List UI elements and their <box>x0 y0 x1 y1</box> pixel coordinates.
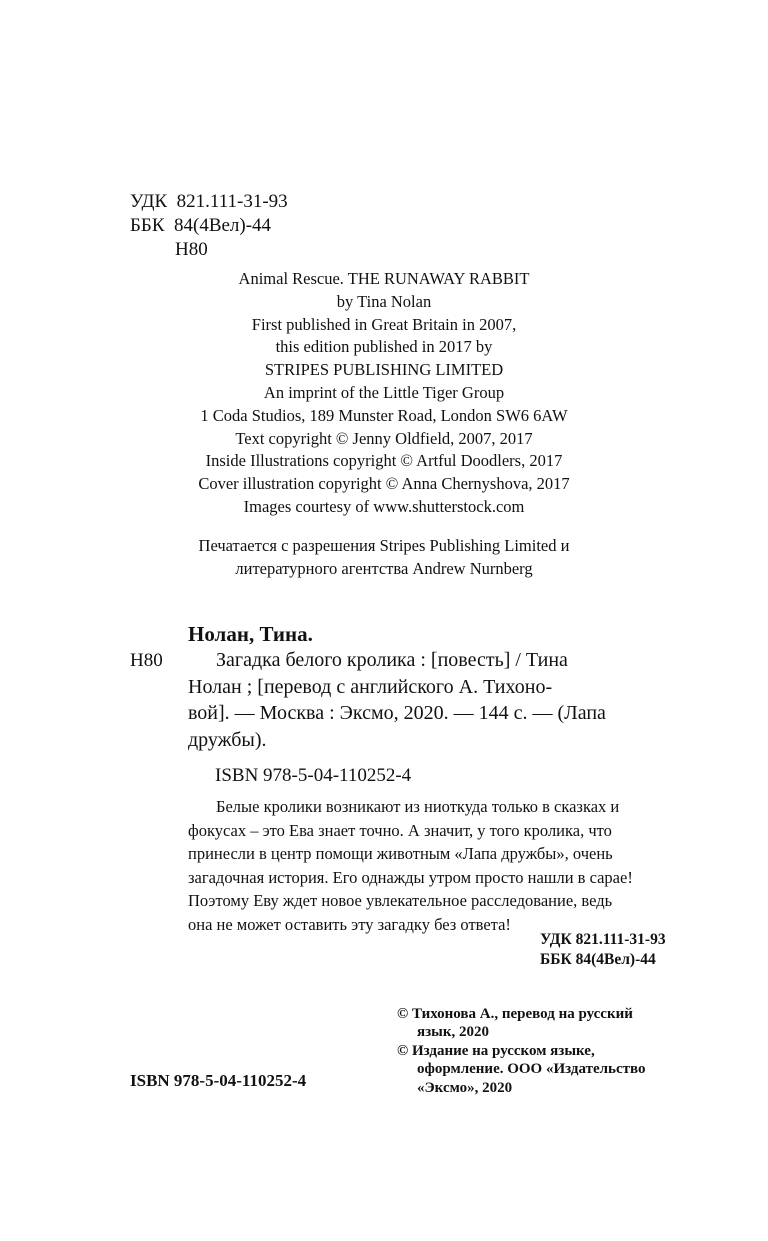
bbk-code-bold: ББК 84(4Вел)-44 <box>540 951 656 968</box>
isbn-bottom: ISBN 978-5-04-110252-4 <box>130 1071 307 1090</box>
catalog-line <box>188 647 685 674</box>
catalog-line: Нолан ; [перевод с английского А. Тихоно- <box>188 675 553 698</box>
catalog-line: вой]. — Москва : Эксмо, 2020. — 144 с. — (Лапа <box>188 702 606 724</box>
udk-code: УДК 821.111-31-93 <box>130 191 288 212</box>
annotation-line: загадочная история. Его однажды утром просто нашли в сарае! <box>188 867 633 887</box>
copyright-line: © Издание на русском языке, <box>397 1042 595 1059</box>
annotation-line: Поэтому Еву ждет новое увлекательное расследование, ведь <box>188 891 613 910</box>
classification-codes <box>540 930 666 970</box>
copyright-line: язык, 2020 <box>417 1024 489 1041</box>
catalog-mark: Н80 <box>130 650 163 671</box>
credit-line: by Tina Nolan <box>336 291 432 311</box>
catalog-author: Нолан, Тина. <box>188 622 313 646</box>
credit-line: An imprint of the Little Tiger Group <box>263 382 505 402</box>
credit-line: Inside Illustrations copyright © Artful Doodlers, 2017 <box>205 451 563 471</box>
author-mark: Н80 <box>175 239 208 260</box>
copyright-line: «Эксмо», 2020 <box>417 1079 513 1096</box>
copyright-notices <box>397 1005 646 1097</box>
annotation-line: принесли в центр помощи животным «Лапа дружбы», очень <box>188 844 613 863</box>
catalog-isbn: ISBN 978-5-04-110252-4 <box>215 765 412 786</box>
credit-line: 1 Coda Studios, 189 Munster Road, London SW6 6AW <box>200 405 568 425</box>
credit-line: Images courtesy of www.shutterstock.com <box>243 496 525 516</box>
credit-line: this edition published in 2017 by <box>275 337 493 357</box>
credit-line: Cover illustration copyright © Anna Chernyshova, 2017 <box>198 474 570 494</box>
catalog-line: дружбы). <box>188 728 267 751</box>
permission-line: литературного агентства Andrew Nurnberg <box>235 558 533 578</box>
credit-line: Text copyright © Jenny Oldfield, 2007, 2017 <box>235 428 533 448</box>
credit-line: Animal Rescue. THE RUNAWAY RABBIT <box>238 269 530 288</box>
catalog-line-text: Загадка белого кролика : [повесть] / Тина <box>216 649 568 671</box>
annotation <box>188 795 685 936</box>
annotation-line: Белые кролики возникают из ниоткуда только в сказках и <box>216 797 620 816</box>
bbk-code: ББК 84(4Вел)-44 <box>130 215 272 236</box>
original-credits <box>120 268 648 519</box>
classification-block <box>130 190 288 262</box>
annotation-line: фокусах – это Ева знает точно. А значит, у того кролика, что <box>188 820 612 840</box>
catalog-entry <box>188 647 685 753</box>
permission-notice <box>120 535 648 581</box>
annotation-line: она не может оставить эту загадку без ответа! <box>188 914 511 934</box>
credit-line: First published in Great Britain in 2007, <box>251 314 517 334</box>
permission-line: Печатается с разрешения Stripes Publishing Limited и <box>198 536 570 555</box>
copyright-line: оформление. ООО «Издательство <box>417 1061 646 1078</box>
udk-code-bold: УДК 821.111-31-93 <box>540 931 666 948</box>
credit-line: STRIPES PUBLISHING LIMITED <box>264 360 504 380</box>
copyright-line: © Тихонова А., перевод на русский <box>397 1006 633 1022</box>
